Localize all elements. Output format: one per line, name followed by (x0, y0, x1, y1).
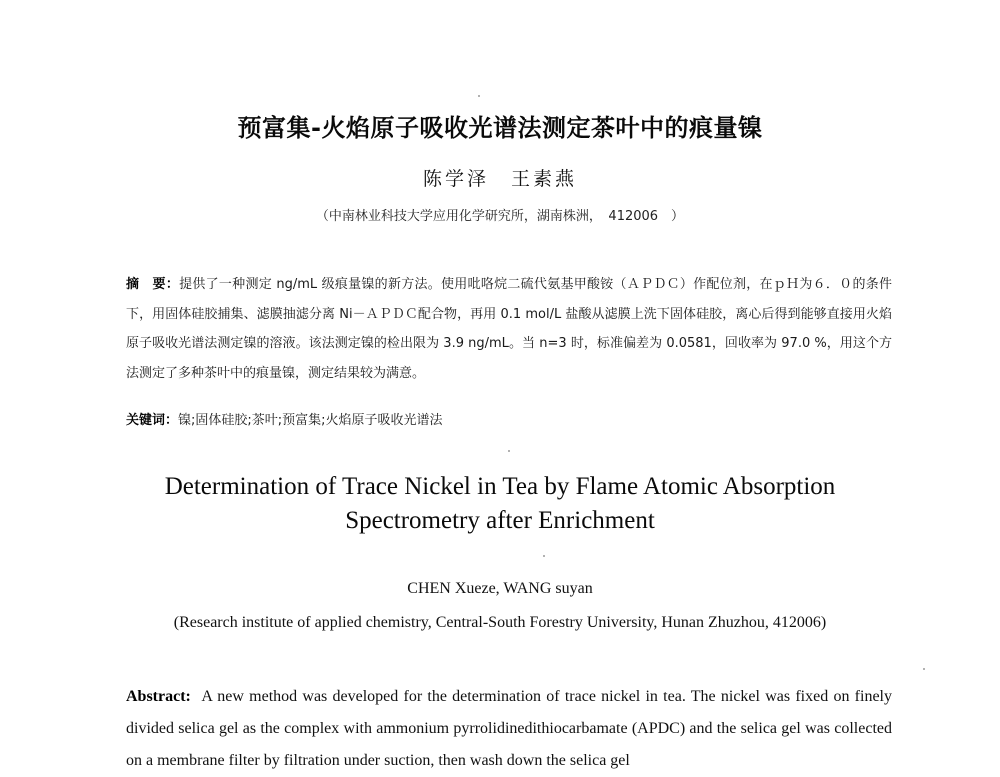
chinese-keywords (126, 409, 892, 428)
scan-speck (923, 668, 925, 670)
english-title: Determination of Trace Nickel in Tea by Flame Atomic Absorption Spectrometry after Enrichment (164, 473, 836, 534)
chinese-abstract-label: 摘 要： (126, 277, 180, 292)
chinese-title: 预富集-火焰原子吸收光谱法测定茶叶中的痕量镍 (237, 114, 763, 142)
english-abstract-label: Abstract: (126, 688, 191, 705)
chinese-abstract (126, 270, 892, 388)
chinese-authors: 陈学泽 王素燕 (422, 168, 577, 190)
english-affiliation: (Research institute of applied chemistry, Central-South Forestry University, Hunan Zhuzhou, 412006) (173, 614, 827, 631)
scan-speck (508, 450, 510, 452)
chinese-keywords-text: 镍;固体硅胶;茶叶;预富集;火焰原子吸收光谱法 (178, 413, 443, 428)
english-abstract (126, 681, 892, 777)
chinese-abstract-text: 提供了一种测定 ng/mL 级痕量镍的新方法。使用吡咯烷二硫代氨基甲酸铵（ＡＰＤＣ）作配位剂，在ｐＨ为６．０的条件下，用固体硅胶捕集、滤膜抽滤分离 Ni－ＡＰＤＣ配合物，再用 0.1 mol/L 盐酸从滤膜上洗下固体硅胶，离心后得到能够直接用火焰原子吸收光谱法测定镍的溶液。该法测定镍的检出限为 3.9 ng/mL。当 n=3 时，标准偏差为 0.0581，回收率为 97.0 %，用这个方法测定了多种茶叶中的痕量镍，测定结果较为满意。 (126, 277, 892, 381)
english-abstract-text: A new method was developed for the determination of trace nickel in tea. The nickel was fixed on finely divided selica gel as the complex with ammonium pyrrolidinedithiocarbamate (APDC) and the selica gel was collected on a membrane filter by filtration under suction, then wash down the selica gel (126, 688, 893, 769)
scan-speck (543, 555, 545, 557)
scan-speck (478, 95, 480, 97)
english-authors: CHEN Xueze, WANG suyan (407, 580, 593, 597)
chinese-keywords-label: 关键词： (126, 413, 179, 428)
chinese-affiliation: （中南林业科技大学应用化学研究所，湖南株洲， 412006 ） (315, 209, 685, 224)
